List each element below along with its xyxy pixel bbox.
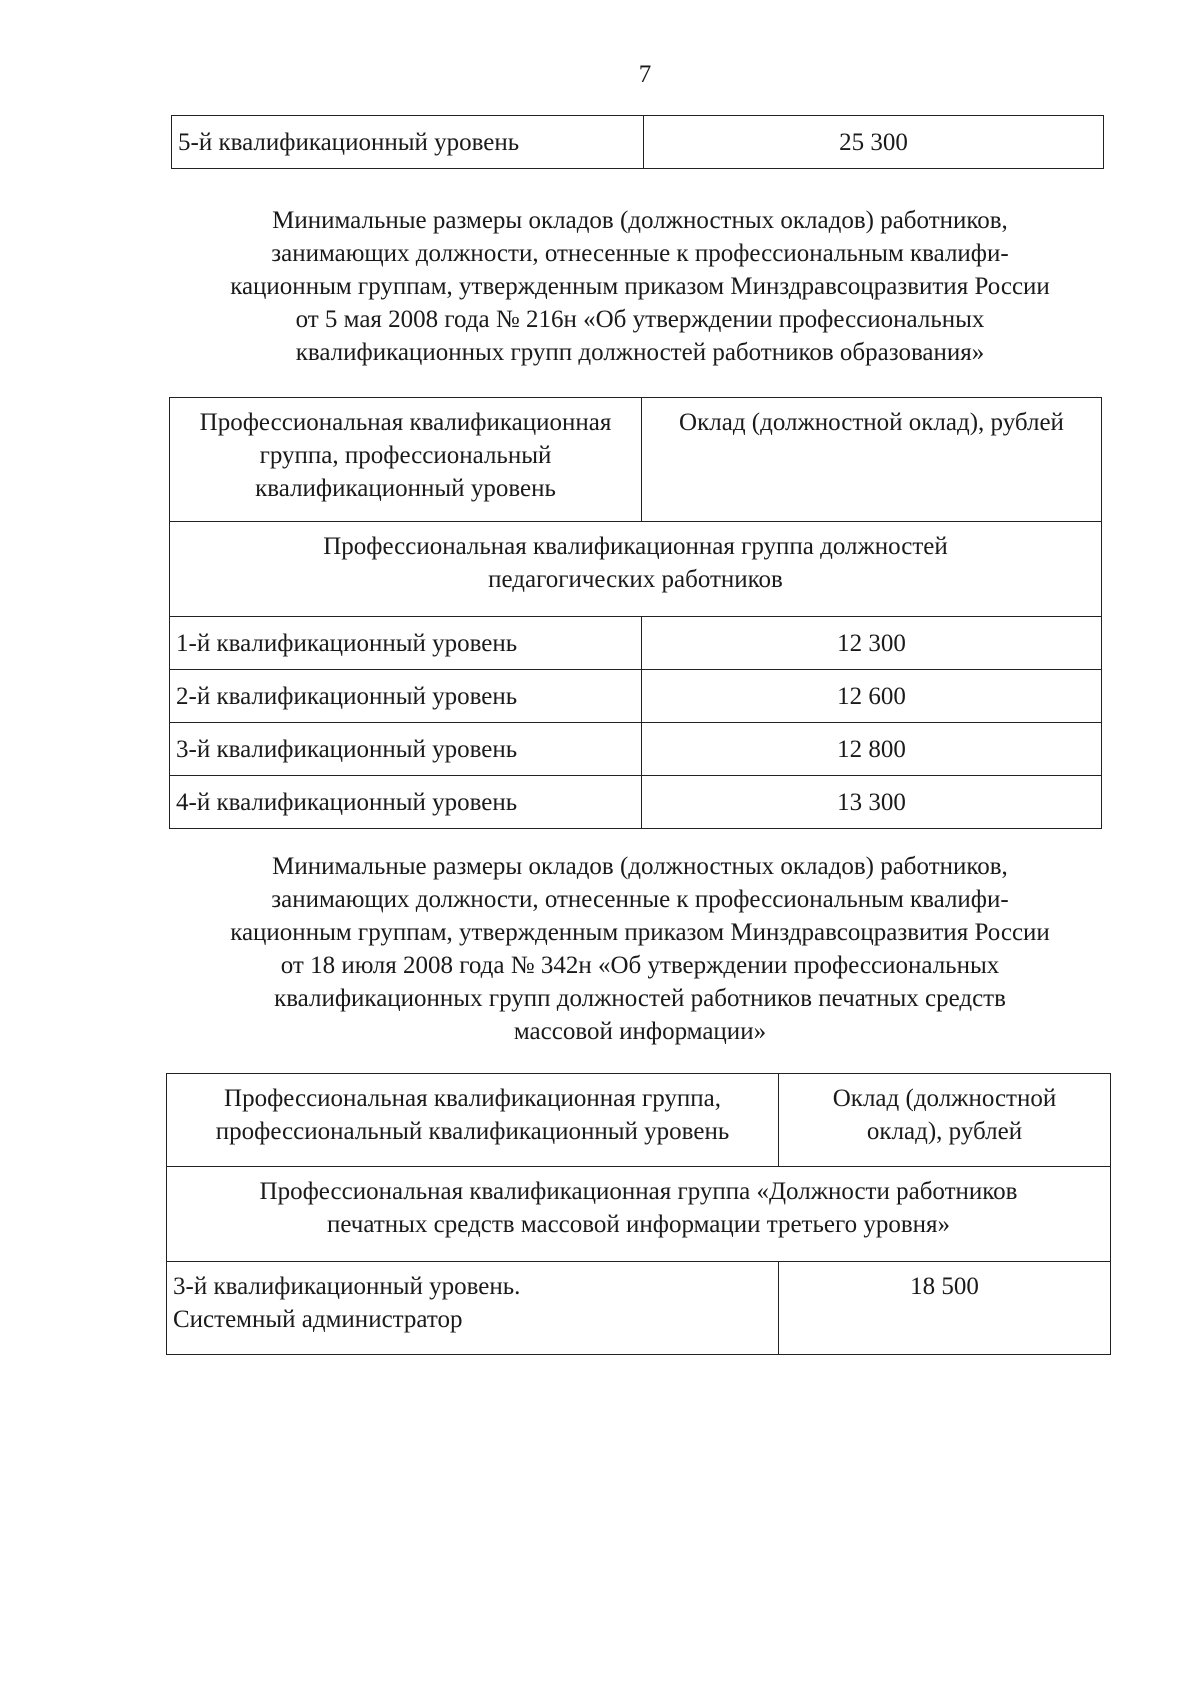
table-row [172,116,1104,169]
table-row [167,1262,1111,1355]
level-cell: 2-й квалификационный уровень [170,670,642,723]
group-line: Профессиональная квалификационная группа «Должности работников [259,1178,1018,1205]
continued-salary-table [171,115,1104,169]
column-header-salary [779,1074,1111,1167]
salary-cell: 18 500 [779,1262,1111,1355]
table-header-row [170,398,1102,522]
header-line: Оклад (должностной [832,1085,1057,1112]
page-number: 7 [638,61,652,88]
group-line: Профессиональная квалификационная группа должностей [323,533,948,560]
section-heading-press [150,850,1130,1048]
level-line: Системный администратор [173,1306,463,1333]
group-title [167,1167,1111,1262]
heading-line: массовой информации» [513,1018,767,1045]
column-header-group-level [167,1074,779,1167]
education-salary-table [169,397,1102,829]
level-cell: 5-й квалификационный уровень [172,116,644,169]
heading-line: Минимальные размеры окладов (должностных окладов) работников, [272,853,1008,880]
table-row [170,670,1102,723]
heading-line: квалификационных групп должностей работников печатных средств [274,985,1006,1012]
heading-line: квалификационных групп должностей работников образования» [295,339,985,366]
salary-cell: 12 800 [642,723,1102,776]
heading-line: от 5 мая 2008 года № 216н «Об утверждении профессиональных [295,306,985,333]
salary-cell: 13 300 [642,776,1102,829]
level-cell [167,1262,779,1355]
column-header-group-level [170,398,642,522]
group-line: печатных средств массовой информации третьего уровня» [326,1211,951,1238]
salary-cell: 25 300 [644,116,1104,169]
salary-cell: 12 300 [642,617,1102,670]
group-line: педагогических работников [488,566,783,593]
header-line: профессиональный квалификационный уровень [215,1118,730,1145]
heading-line: кационным группам, утвержденным приказом Минздравсоцразвития России [230,273,1050,300]
group-title [170,522,1102,617]
level-cell: 3-й квалификационный уровень [170,723,642,776]
heading-line: кационным группам, утвержденным приказом Минздравсоцразвития России [230,919,1050,946]
heading-line: занимающих должности, отнесенные к профессиональным квалифи- [271,240,1009,267]
section-heading-education [150,204,1130,369]
table-header-row [167,1074,1111,1167]
column-header-salary: Оклад (должностной оклад), рублей [642,398,1102,522]
press-salary-table [166,1073,1111,1355]
table-row [170,723,1102,776]
header-line: оклад), рублей [866,1118,1023,1145]
header-line: квалификационный уровень [255,475,556,502]
group-row [170,522,1102,617]
heading-line: Минимальные размеры окладов (должностных окладов) работников, [272,207,1008,234]
header-line: Профессиональная квалификационная [199,409,612,436]
table-row [170,776,1102,829]
group-row [167,1167,1111,1262]
header-line: группа, профессиональный [259,442,552,469]
heading-line: занимающих должности, отнесенные к профессиональным квалифи- [271,886,1009,913]
heading-line: от 18 июля 2008 года № 342н «Об утверждении профессиональных [280,952,1000,979]
level-line: 3-й квалификационный уровень. [173,1273,521,1300]
level-cell: 1-й квалификационный уровень [170,617,642,670]
table-row [170,617,1102,670]
level-cell: 4-й квалификационный уровень [170,776,642,829]
salary-cell: 12 600 [642,670,1102,723]
header-line: Профессиональная квалификационная группа, [224,1085,721,1112]
